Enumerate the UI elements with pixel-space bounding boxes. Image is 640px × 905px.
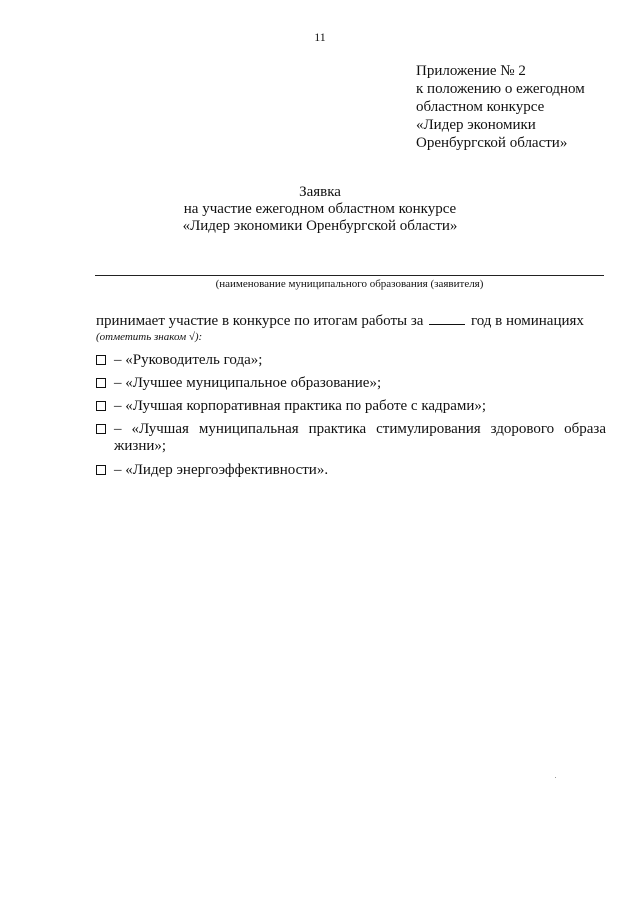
appendix-line: областном конкурсе <box>416 99 545 115</box>
nomination-label <box>114 421 606 455</box>
nomination-checkbox[interactable] <box>96 401 106 411</box>
nomination-label: – «Руководитель года»; <box>114 352 263 368</box>
title-line: на участие ежегодном областном конкурсе <box>183 201 457 217</box>
nomination-item <box>96 421 606 455</box>
document-title <box>0 184 640 235</box>
nomination-checkbox[interactable] <box>96 424 106 434</box>
nomination-label-line: – «Лучшая муниципальная практика стимулирования здорового образа <box>114 421 606 437</box>
page-number: 11 <box>314 30 326 44</box>
nomination-checkbox[interactable] <box>96 465 106 475</box>
intro-text: принимает участие в конкурсе по итогам работы за <box>96 313 424 329</box>
nomination-label-line: жизни»; <box>114 438 167 454</box>
nomination-label: – «Лучшая корпоративная практика по работе с кадрами»; <box>114 398 487 414</box>
nomination-label: – «Лучшее муниципальное образование»; <box>114 375 382 391</box>
nomination-label: – «Лидер энергоэффективности». <box>114 462 329 478</box>
nomination-checkbox[interactable] <box>96 355 106 365</box>
nomination-item <box>96 462 606 479</box>
intro-text: год в номинациях <box>470 313 584 329</box>
mark-hint: (отметить знаком √): <box>96 331 203 343</box>
title-line: «Лидер экономики Оренбургской области» <box>182 218 458 234</box>
appendix-line: Приложение № 2 <box>416 63 526 79</box>
nomination-item <box>96 375 606 392</box>
scan-speck <box>555 777 556 778</box>
appendix-line: к положению о ежегодном <box>416 81 585 97</box>
appendix-line: Оренбургской области» <box>416 135 568 151</box>
nomination-item <box>96 352 606 369</box>
appendix-header <box>416 62 585 152</box>
title-line: Заявка <box>299 184 341 200</box>
year-blank-field[interactable] <box>429 312 465 325</box>
appendix-line: «Лидер экономики <box>416 117 536 133</box>
applicant-caption: (наименование муниципального образования (заявителя) <box>215 278 484 290</box>
applicant-name-field[interactable] <box>95 275 604 276</box>
nomination-item <box>96 398 606 415</box>
intro-sentence <box>96 312 606 330</box>
nomination-checkbox[interactable] <box>96 378 106 388</box>
